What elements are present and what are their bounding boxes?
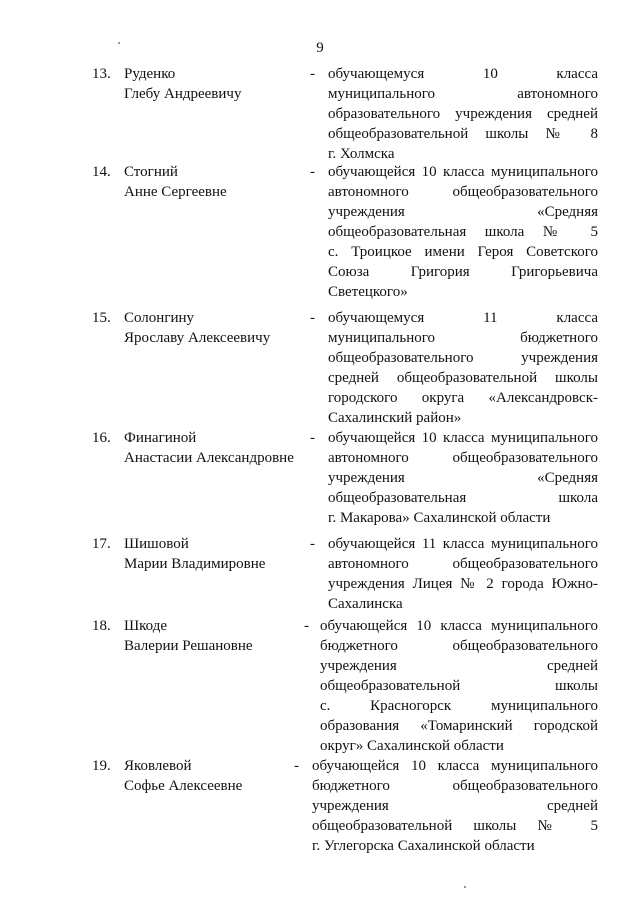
description-line: г. Макарова» Сахалинской области [328,510,551,526]
surname: Финагиной [124,430,197,446]
description-line: автономного общеобразовательного [328,450,598,466]
description-line: г. Углегорска Сахалинской области [312,838,535,854]
given-names: Марии Владимировне [124,556,266,572]
description-line: округ» Сахалинской области [320,738,504,754]
description-line: общеобразовательная школа [328,490,598,506]
description-line: обучающейся 10 класса муниципального [312,758,598,774]
scan-speck [464,886,466,888]
description-line: бюджетного общеобразовательного [312,778,598,794]
item-number: 13. [92,66,111,82]
description-line: обучающемуся 10 класса [328,66,598,82]
given-names: Валерии Решановне [124,638,253,654]
separator-dash: - [310,430,315,446]
description [328,534,598,614]
separator-dash: - [294,758,299,774]
separator-dash: - [310,536,315,552]
description-line: Сахалинский район» [328,410,462,426]
description-line: обучающейся 10 класса муниципального [328,164,598,180]
page-number: 9 [316,40,324,56]
given-names: Софье Алексеевне [124,778,243,794]
description-line: общеобразовательная школа № 5 [328,224,598,240]
item-number: 17. [92,536,111,552]
given-names: Ярославу Алексеевичу [124,330,271,346]
description [328,308,598,428]
description-line: образовательного учреждения средней [328,106,598,122]
person-name [124,616,314,656]
surname: Руденко [124,66,176,82]
item-number: 15. [92,310,111,326]
description-line: бюджетного общеобразовательного [320,638,598,654]
description-line: с. Красногорск муниципального [320,698,598,714]
person-name [124,756,314,796]
person-name [124,308,314,348]
description [328,428,598,528]
description-line: общеобразовательной школы № 8 [328,126,598,142]
person-name [124,428,314,468]
description-line: с. Троицкое имени Героя Советского [328,244,598,260]
item-number: 18. [92,618,111,634]
description-line: образования «Томаринский городской [320,718,598,734]
description-line: обучающейся 10 класса муниципального [320,618,598,634]
description-line: учреждения средней [320,658,598,674]
description-line: муниципального автономного [328,86,598,102]
description-line: Сахалинска [328,596,403,612]
description-line: муниципального бюджетного [328,330,598,346]
description-line: общеобразовательной школы [320,678,598,694]
scan-speck [118,42,120,44]
description-line: обучающемуся 11 класса [328,310,598,326]
item-number: 14. [92,164,111,180]
description [328,64,598,164]
description-line: учреждения «Средняя [328,204,598,220]
separator-dash: - [310,310,315,326]
given-names: Анне Сергеевне [124,184,227,200]
description [328,162,598,302]
person-name [124,64,314,104]
description-line: средней общеобразовательной школы [328,370,598,386]
description-line: городского округа «Александровск- [328,390,598,406]
description [320,616,598,756]
description-line: обучающейся 10 класса муниципального [328,430,598,446]
description-line: автономного общеобразовательного [328,556,598,572]
separator-dash: - [310,164,315,180]
given-names: Глебу Андреевичу [124,86,242,102]
description-line: обучающейся 11 класса муниципального [328,536,598,552]
surname: Яковлевой [124,758,192,774]
description-line: учреждения «Средняя [328,470,598,486]
given-names: Анастасии Александровне [124,450,294,466]
description-line: учреждения средней [312,798,598,814]
description-line: учреждения Лицея № 2 города Южно- [328,576,598,592]
description [312,756,598,856]
separator-dash: - [304,618,309,634]
surname: Шкоде [124,618,168,634]
person-name [124,162,314,202]
item-number: 16. [92,430,111,446]
description-line: Союза Григория Григорьевича [328,264,598,280]
item-number: 19. [92,758,111,774]
description-line: общеобразовательного учреждения [328,350,598,366]
surname: Шишовой [124,536,189,552]
separator-dash: - [310,66,315,82]
description-line: Светецкого» [328,284,408,300]
surname: Солонгину [124,310,195,326]
surname: Стогний [124,164,178,180]
description-line: г. Холмска [328,146,395,162]
person-name [124,534,314,574]
description-line: общеобразовательной школы № 5 [312,818,598,834]
description-line: автономного общеобразовательного [328,184,598,200]
